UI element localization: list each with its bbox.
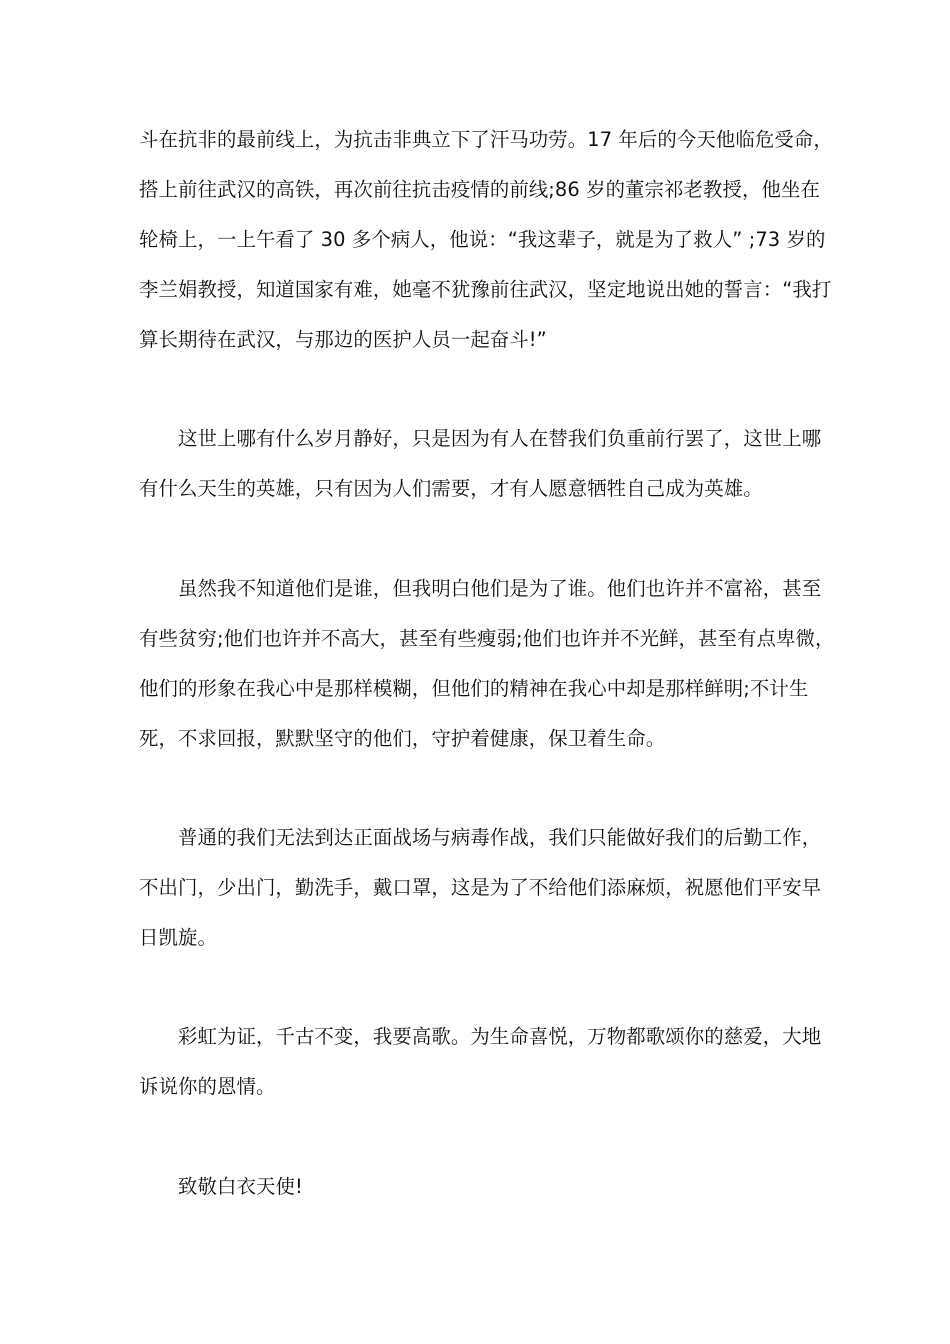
text-line: 致敬白衣天使! xyxy=(178,1175,303,1198)
text-line: 彩虹为证，千古不变，我要高歌。为生命喜悦，万物都歌颂你的慈爱，大地 xyxy=(178,1025,822,1048)
text-line: 有什么天生的英雄，只有因为人们需要，才有人愿意牺牲自己成为英雄。 xyxy=(139,477,763,500)
text-line: 斗在抗非的最前线上，为抗击非典立下了汗马功劳。17 年后的今天他临危受命， xyxy=(139,128,833,151)
text-line: 普通的我们无法到达正面战场与病毒作战，我们只能做好我们的后勤工作， xyxy=(178,826,822,849)
text-line: 虽然我不知道他们是谁，但我明白他们是为了谁。他们也许并不富裕，甚至 xyxy=(178,577,822,600)
text-line: 有些贫穷;他们也许并不高大，甚至有些瘦弱;他们也许并不光鲜，甚至有点卑微， xyxy=(139,627,835,650)
text-line: 搭上前往武汉的高铁，再次前往抗击疫情的前线;86 岁的董宗祁老教授，他坐在 xyxy=(139,178,820,201)
text-line: 李兰娟教授，知道国家有难，她毫不犹豫前往武汉，坚定地说出她的誓言：“我打 xyxy=(139,278,832,301)
text-line: 算长期待在武汉，与那边的医护人员一起奋斗!” xyxy=(139,328,547,351)
text-line: 轮椅上，一上午看了 30 多个病人，他说：“我这辈子，就是为了救人” ;73 岁的 xyxy=(139,228,826,251)
text-line: 死，不求回报，默默坚守的他们，守护着健康，保卫着生命。 xyxy=(139,727,666,750)
text-line: 诉说你的恩情。 xyxy=(139,1075,276,1098)
text-line: 这世上哪有什么岁月静好，只是因为有人在替我们负重前行罢了，这世上哪 xyxy=(178,427,822,450)
text-line: 他们的形象在我心中是那样模糊，但他们的精神在我心中却是那样鲜明;不计生 xyxy=(139,677,809,700)
text-line: 不出门，少出门，勤洗手，戴口罩，这是为了不给他们添麻烦，祝愿他们平安早 xyxy=(139,876,822,899)
text-line: 日凯旋。 xyxy=(139,926,217,949)
